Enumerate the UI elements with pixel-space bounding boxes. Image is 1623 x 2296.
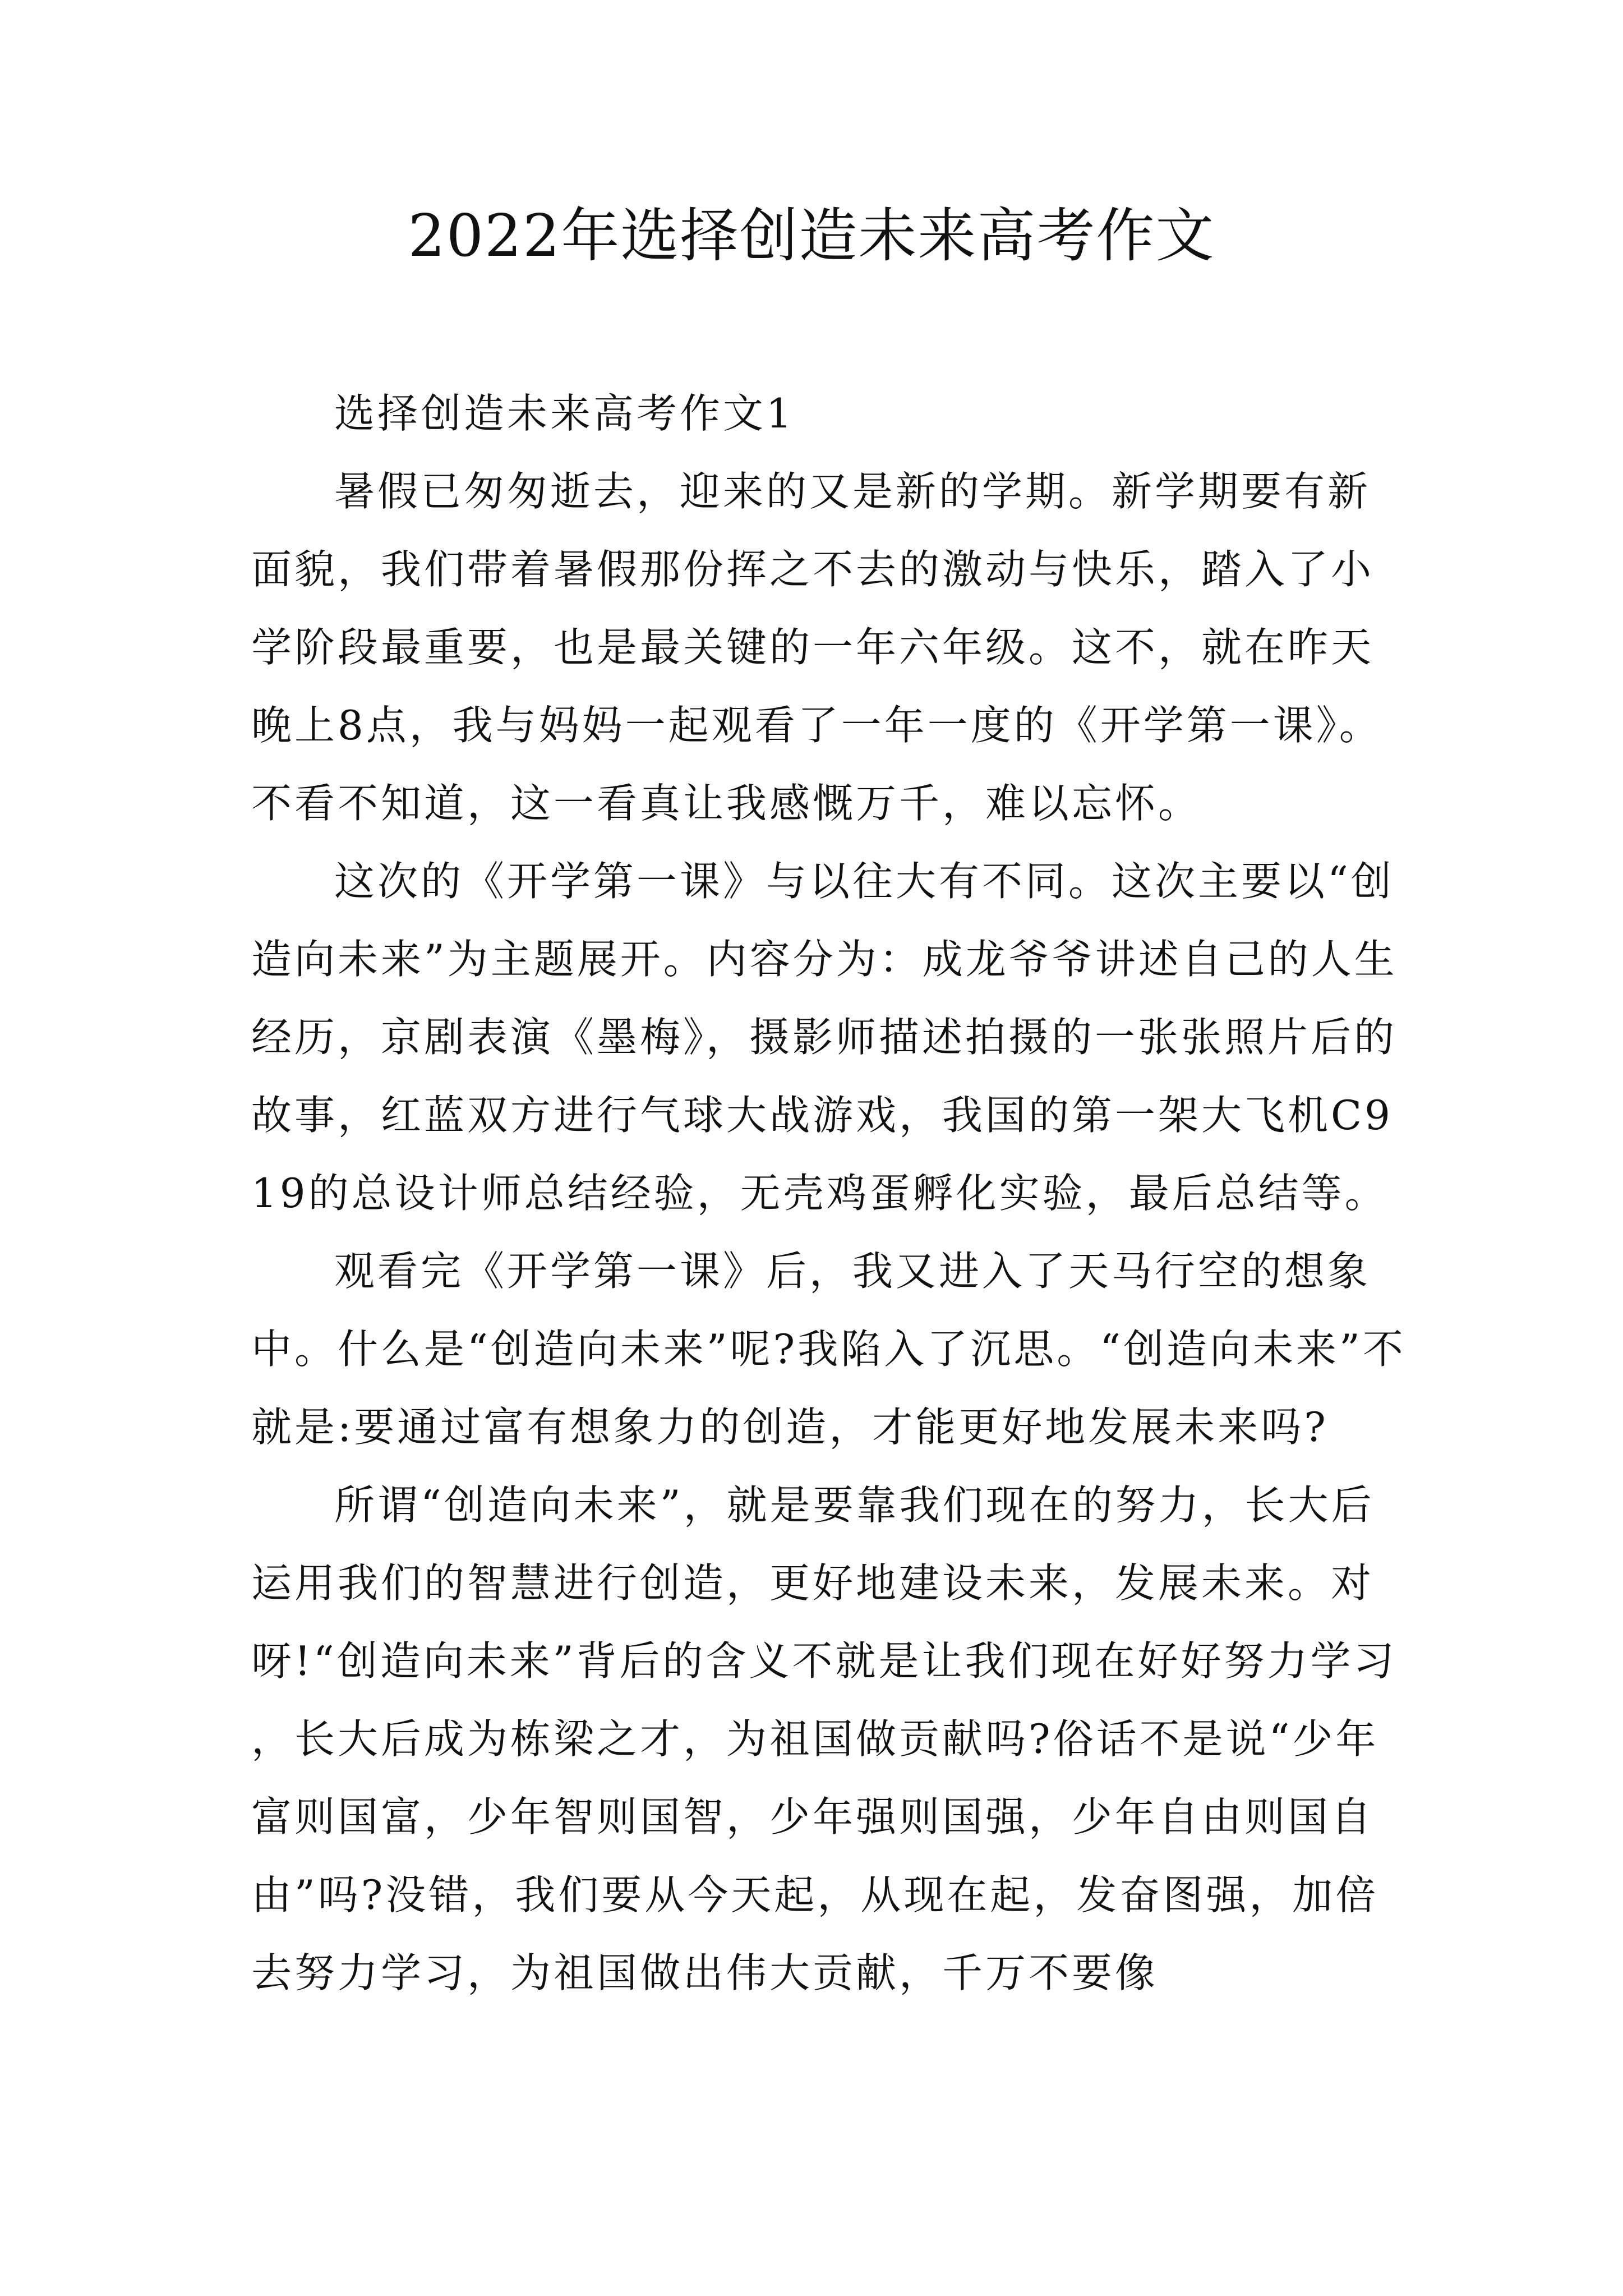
document-body <box>251 375 1413 2012</box>
paragraph-2: 这次的《开学第一课》与以往大有不同。这次主要以“创造向未来”为主题展开。内容分为：成龙爷爷讲述自己的人生经历，京剧表演《墨梅》，摄影师描述拍摄的一张张照片后的故事，红蓝双方进行气球大战游戏，我国的第一架大飞机C919的总设计师总结经验，无壳鸡蛋孵化实验，最后总结等。 <box>251 858 1398 1217</box>
paragraph-3: 观看完《开学第一课》后，我又进入了天马行空的想象中。什么是“创造向未来”呢?我陷入了沉思。“创造向未来”不就是:要通过富有想象力的创造，才能更好地发展未来吗? <box>251 1248 1406 1451</box>
document-title: 2022年选择创造未来高考作文 <box>408 201 1215 270</box>
section-heading: 选择创造未来高考作文1 <box>334 390 795 437</box>
paragraph-1: 暑假已匆匆逝去，迎来的又是新的学期。新学期要有新面貌，我们带着暑假那份挥之不去的激动与快乐，踏入了小学阶段最重要，也是最关键的一年六年级。这不，就在昨天晚上8点，我与妈妈一起观看了一年一度的《开学第一课》。不看不知道，这一看真让我感慨万千，难以忘怀。 <box>251 468 1382 827</box>
paragraph-4: 所谓“创造向未来”，就是要靠我们现在的努力，长大后运用我们的智慧进行创造，更好地建设未来，发展未来。对呀!“创造向未来”背后的含义不就是让我们现在好好努力学习，长大后成为栋梁之才，为祖国做贡献吗?俗话不是说“少年富则国富，少年智则国智，少年强则国强，少年自由则国自由”吗?没错，我们要从今天起，从现在起，发奋图强，加倍去努力学习，为祖国做出伟大贡献，千万不要像 <box>251 1481 1397 1996</box>
